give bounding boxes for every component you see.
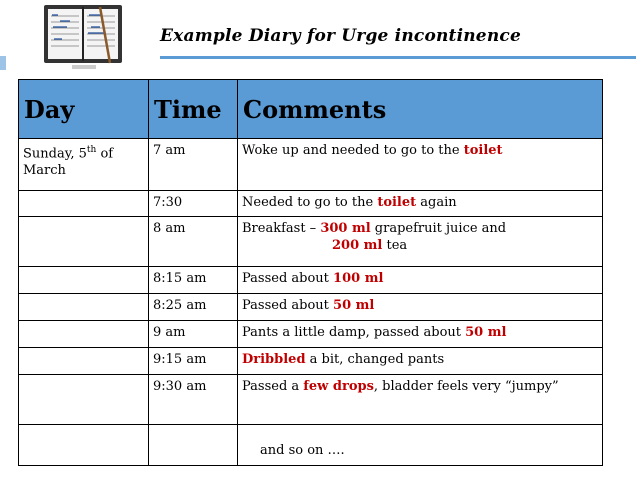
comment-highlight: 300 ml <box>320 221 371 237</box>
comment-highlight: 100 ml <box>333 271 384 287</box>
comment-highlight: Dribbled <box>242 352 306 368</box>
day-cell <box>19 191 149 217</box>
title-underline-rule <box>160 56 636 59</box>
day-cell <box>19 321 149 348</box>
time-cell: 7 am <box>149 139 238 191</box>
comment-cell <box>238 375 603 425</box>
comment-text: , bladder feels very “jumpy” <box>373 379 559 395</box>
comment-text: Passed a <box>242 379 304 395</box>
table-header-row <box>19 80 603 139</box>
table-row <box>19 139 603 191</box>
comment-highlight: toilet <box>377 195 417 211</box>
time-cell: 8 am <box>149 217 238 267</box>
comment-highlight: 50 ml <box>465 325 507 341</box>
comment-highlight: 200 ml <box>332 238 383 254</box>
diary-table <box>18 79 603 466</box>
comment-cell <box>238 321 603 348</box>
comment-text: grapefruit juice and <box>370 221 507 237</box>
comment-text: Needed to go to the <box>242 195 378 211</box>
time-cell: 8:25 am <box>149 294 238 321</box>
day-cell <box>19 267 149 294</box>
column-header-comments: Comments <box>238 80 603 139</box>
column-header-day: Day <box>19 80 149 139</box>
comment-cell <box>238 267 603 294</box>
day-cell <box>19 139 149 191</box>
table-row <box>19 294 603 321</box>
time-cell: 7:30 <box>149 191 238 217</box>
side-accent-rule <box>0 56 6 70</box>
diary-notebook-icon <box>42 3 126 71</box>
time-cell: 8:15 am <box>149 267 238 294</box>
comment-text: tea <box>382 238 408 254</box>
comment-text: Passed about <box>242 298 334 314</box>
time-cell: 9 am <box>149 321 238 348</box>
table-row <box>19 375 603 425</box>
time-cell <box>149 425 238 466</box>
comment-cell <box>238 217 603 267</box>
comment-cell <box>238 348 603 375</box>
day-cell <box>19 294 149 321</box>
page-title: Example Diary for Urge incontinence <box>160 26 521 46</box>
column-header-time: Time <box>149 80 238 139</box>
time-cell: 9:30 am <box>149 375 238 425</box>
time-cell: 9:15 am <box>149 348 238 375</box>
comment-text: a bit, changed pants <box>305 352 445 368</box>
day-suffix: of March <box>23 146 114 179</box>
comment-cell <box>238 294 603 321</box>
comment-cell <box>238 191 603 217</box>
day-ordinal: th <box>86 145 97 156</box>
day-cell <box>19 425 149 466</box>
day-cell <box>19 348 149 375</box>
table-row <box>19 348 603 375</box>
comment-text: again <box>416 195 457 211</box>
day-cell <box>19 375 149 425</box>
table-row <box>19 425 603 466</box>
comment-highlight: few drops <box>303 379 374 395</box>
comment-text: Breakfast – <box>242 221 321 237</box>
comment-text: Passed about <box>242 271 334 287</box>
comment-cell <box>238 139 603 191</box>
comment-cell: and so on …. <box>238 425 603 466</box>
table-row <box>19 191 603 217</box>
comment-text: Woke up and needed to go to the <box>242 143 464 159</box>
comment-highlight: toilet <box>463 143 503 159</box>
table-row <box>19 321 603 348</box>
table-row <box>19 267 603 294</box>
table-row <box>19 217 603 267</box>
day-text: Sunday, 5 <box>23 146 87 162</box>
day-cell <box>19 217 149 267</box>
comment-highlight: 50 ml <box>333 298 375 314</box>
comment-text: Pants a little damp, passed about <box>242 325 466 341</box>
